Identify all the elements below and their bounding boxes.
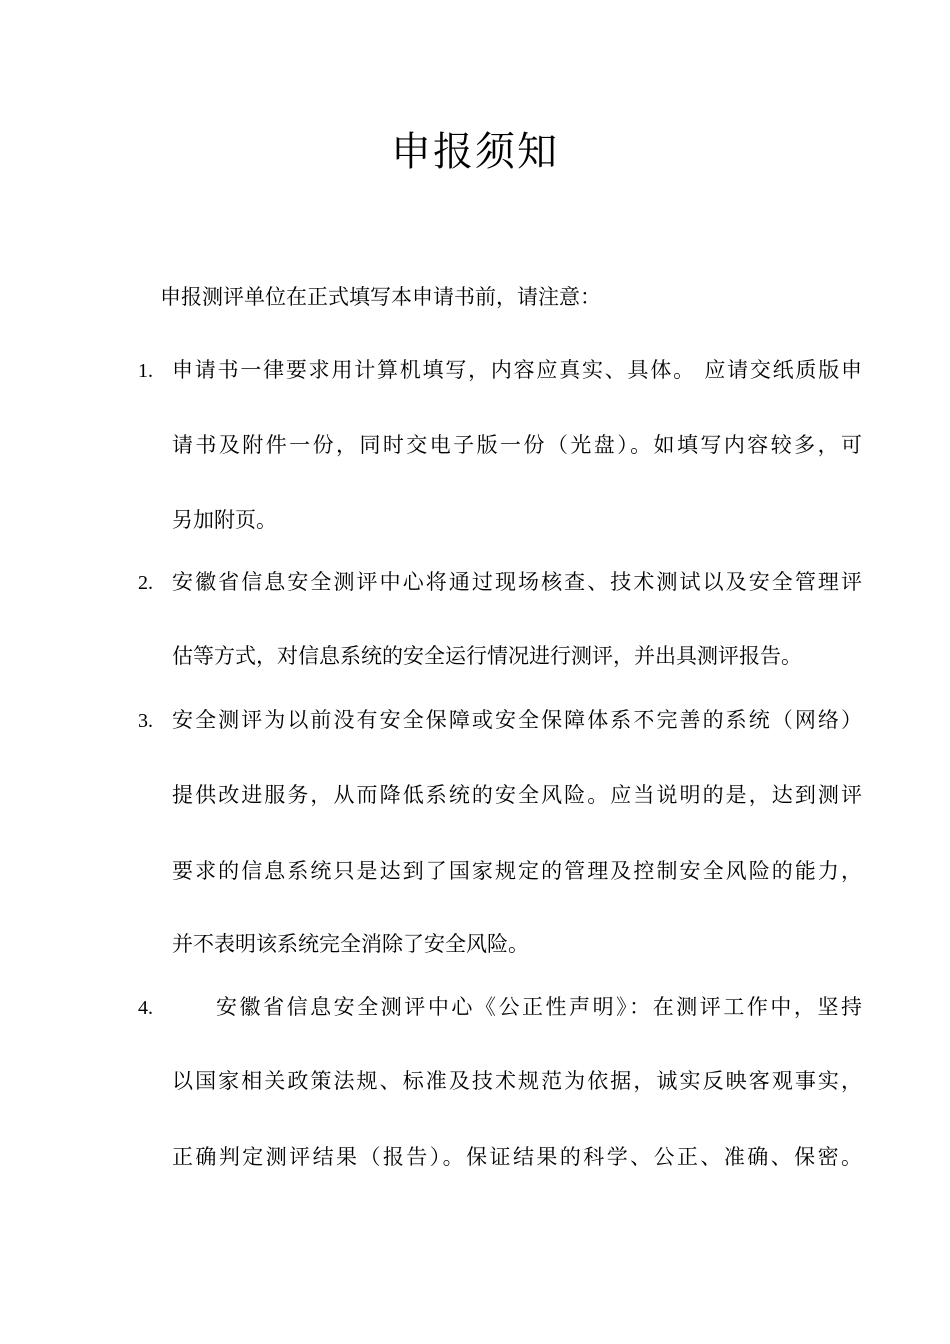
item-line: 估等方式，对信息系统的安全运行情况进行测评，并出具测评报告。 — [172, 644, 802, 668]
item-line: 并不表明该系统完全消除了安全风险。 — [172, 932, 529, 956]
item-line: 以国家相关政策法规、标准及技术规范为依据，诚实反映客观事实， — [172, 1069, 862, 1093]
item-line: 请书及附件一份，同时交电子版一份（光盘）。如填写内容较多，可 — [172, 433, 862, 457]
item-line: 要求的信息系统只是达到了国家规定的管理及控制安全风险的能力， — [172, 859, 862, 883]
item-number: 2. — [138, 572, 153, 594]
item-line: 提供改进服务，从而降低系统的安全风险。应当说明的是，达到测评 — [172, 783, 862, 807]
item-line: 安徽省信息安全测评中心将通过现场核查、技术测试以及安全管理评 — [172, 570, 862, 594]
item-line: 另加附页。 — [172, 508, 277, 532]
item-line: 正确判定测评结果（报告）。保证结果的科学、公正、准确、保密。 — [172, 1145, 862, 1169]
item-number: 3. — [138, 710, 153, 732]
item-number: 1. — [138, 360, 153, 382]
item-line: 安全测评为以前没有安全保障或安全保障体系不完善的系统（网络） — [172, 708, 862, 732]
intro-paragraph: 申报测评单位在正式填写本申请书前，请注意： — [160, 285, 601, 309]
item-number: 4. — [138, 997, 153, 1019]
page-title: 申报须知 — [391, 129, 559, 175]
item-line: 申请书一律要求用计算机填写，内容应真实、具体。 应请交纸质版申 — [172, 358, 862, 382]
item-line: 安徽省信息安全测评中心《公正性声明》：在测评工作中，坚持 — [216, 995, 862, 1019]
